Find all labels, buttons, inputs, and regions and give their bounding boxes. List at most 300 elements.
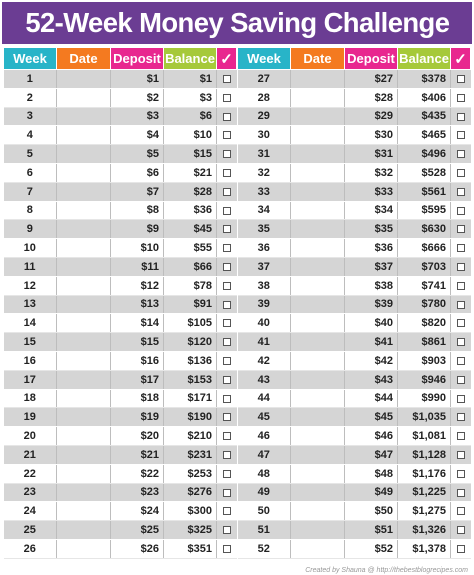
checkbox[interactable] <box>457 338 465 346</box>
date-cell[interactable] <box>291 145 345 164</box>
checkbox[interactable] <box>223 263 231 271</box>
week-cell: 52 <box>238 539 291 558</box>
check-cell <box>451 220 471 239</box>
deposit-cell: $27 <box>345 70 398 89</box>
week-cell: 43 <box>238 370 291 389</box>
credit-line: Created by Shauna @ http://thebestblogrecipes.com <box>305 567 468 574</box>
balance-cell: $136 <box>164 351 217 370</box>
date-cell[interactable] <box>57 445 111 464</box>
check-cell <box>451 257 471 276</box>
deposit-cell: $28 <box>345 88 398 107</box>
date-cell[interactable] <box>57 201 111 220</box>
date-cell[interactable] <box>291 70 345 89</box>
table-row <box>4 464 237 483</box>
check-cell <box>217 389 237 408</box>
table-row <box>4 163 237 182</box>
checkbox[interactable] <box>457 225 465 233</box>
week-cell: 33 <box>238 182 291 201</box>
table-row <box>4 539 237 558</box>
date-cell[interactable] <box>291 389 345 408</box>
table-row <box>238 257 471 276</box>
check-cell <box>217 107 237 126</box>
table-row <box>238 276 471 295</box>
check-cell <box>451 445 471 464</box>
checkbox[interactable] <box>457 413 465 421</box>
checkbox[interactable] <box>457 131 465 139</box>
check-cell <box>451 539 471 558</box>
check-cell <box>217 483 237 502</box>
balance-cell: $820 <box>398 314 451 333</box>
table-row <box>4 445 237 464</box>
table-row <box>238 88 471 107</box>
deposit-cell: $8 <box>111 201 164 220</box>
checkbox[interactable] <box>223 526 231 534</box>
checkbox[interactable] <box>223 395 231 403</box>
check-cell <box>451 88 471 107</box>
table-header-row <box>238 48 471 70</box>
table-row <box>238 295 471 314</box>
deposit-cell: $29 <box>345 107 398 126</box>
weeks-1-26-body <box>4 70 237 559</box>
table-row <box>238 220 471 239</box>
deposit-cell: $1 <box>111 70 164 89</box>
week-cell: 8 <box>4 201 57 220</box>
date-cell[interactable] <box>291 107 345 126</box>
deposit-cell: $21 <box>111 445 164 464</box>
table-row <box>4 107 237 126</box>
date-cell[interactable] <box>57 483 111 502</box>
checkbox[interactable] <box>223 131 231 139</box>
balance-cell: $903 <box>398 351 451 370</box>
table-row <box>238 145 471 164</box>
check-cell <box>217 351 237 370</box>
date-header: Date <box>57 48 111 70</box>
checkbox[interactable] <box>457 301 465 309</box>
balance-cell: $153 <box>164 370 217 389</box>
checkbox[interactable] <box>457 169 465 177</box>
table-row <box>4 502 237 521</box>
week-cell: 19 <box>4 408 57 427</box>
table-row <box>4 314 237 333</box>
weeks-1-26-table <box>3 47 237 559</box>
check-cell <box>451 351 471 370</box>
deposit-cell: $33 <box>345 182 398 201</box>
deposit-cell: $23 <box>111 483 164 502</box>
balance-cell: $595 <box>398 201 451 220</box>
checkbox[interactable] <box>223 319 231 327</box>
week-cell: 11 <box>4 257 57 276</box>
date-cell[interactable] <box>57 408 111 427</box>
checkbox[interactable] <box>457 489 465 497</box>
page-title: 52-Week Money Saving Challenge <box>24 7 450 38</box>
checkbox[interactable] <box>457 507 465 515</box>
check-cell <box>451 333 471 352</box>
week-cell: 16 <box>4 351 57 370</box>
balance-cell: $91 <box>164 295 217 314</box>
checkbox[interactable] <box>457 526 465 534</box>
balance-cell: $496 <box>398 145 451 164</box>
deposit-cell: $22 <box>111 464 164 483</box>
balance-cell: $210 <box>164 427 217 446</box>
checkbox[interactable] <box>223 207 231 215</box>
check-cell <box>217 464 237 483</box>
balance-cell: $1,081 <box>398 427 451 446</box>
deposit-cell: $44 <box>345 389 398 408</box>
deposit-cell: $47 <box>345 445 398 464</box>
balance-cell: $561 <box>398 182 451 201</box>
checkbox[interactable] <box>223 188 231 196</box>
week-cell: 14 <box>4 314 57 333</box>
checkbox[interactable] <box>457 282 465 290</box>
balance-cell: $6 <box>164 107 217 126</box>
check-cell <box>217 182 237 201</box>
week-cell: 5 <box>4 145 57 164</box>
balance-cell: $1,326 <box>398 521 451 540</box>
table-row <box>4 370 237 389</box>
check-cell <box>451 502 471 521</box>
balance-cell: $1,378 <box>398 539 451 558</box>
check-cell <box>217 314 237 333</box>
week-cell: 23 <box>4 483 57 502</box>
checkbox[interactable] <box>223 244 231 252</box>
checkbox[interactable] <box>457 94 465 102</box>
checkbox[interactable] <box>457 470 465 478</box>
balance-cell: $465 <box>398 126 451 145</box>
check-cell <box>217 257 237 276</box>
check-cell <box>217 70 237 89</box>
table-row <box>238 408 471 427</box>
balance-cell: $55 <box>164 239 217 258</box>
check-cell <box>217 539 237 558</box>
week-cell: 20 <box>4 427 57 446</box>
balance-cell: $300 <box>164 502 217 521</box>
date-cell[interactable] <box>291 351 345 370</box>
checkbox[interactable] <box>223 150 231 158</box>
week-cell: 18 <box>4 389 57 408</box>
balance-cell: $171 <box>164 389 217 408</box>
date-cell[interactable] <box>57 502 111 521</box>
week-cell: 3 <box>4 107 57 126</box>
date-cell[interactable] <box>57 314 111 333</box>
week-cell: 29 <box>238 107 291 126</box>
week-cell: 26 <box>4 539 57 558</box>
week-cell: 35 <box>238 220 291 239</box>
date-cell[interactable] <box>57 351 111 370</box>
week-cell: 27 <box>238 70 291 89</box>
date-cell[interactable] <box>57 539 111 558</box>
checkbox[interactable] <box>223 225 231 233</box>
checkbox[interactable] <box>223 432 231 440</box>
checkbox[interactable] <box>457 75 465 83</box>
date-cell[interactable] <box>57 427 111 446</box>
balance-cell: $15 <box>164 145 217 164</box>
checkbox[interactable] <box>223 376 231 384</box>
checkbox[interactable] <box>457 432 465 440</box>
deposit-cell: $10 <box>111 239 164 258</box>
balance-cell: $325 <box>164 521 217 540</box>
checkbox[interactable] <box>457 207 465 215</box>
deposit-cell: $17 <box>111 370 164 389</box>
checkbox[interactable] <box>457 395 465 403</box>
table-row <box>238 351 471 370</box>
balance-cell: $190 <box>164 408 217 427</box>
date-cell[interactable] <box>291 314 345 333</box>
date-cell[interactable] <box>57 220 111 239</box>
week-cell: 37 <box>238 257 291 276</box>
date-cell[interactable] <box>57 239 111 258</box>
deposit-cell: $48 <box>345 464 398 483</box>
week-cell: 22 <box>4 464 57 483</box>
date-cell[interactable] <box>291 88 345 107</box>
date-cell[interactable] <box>291 427 345 446</box>
date-cell[interactable] <box>291 182 345 201</box>
week-cell: 44 <box>238 389 291 408</box>
balance-cell: $66 <box>164 257 217 276</box>
week-cell: 36 <box>238 239 291 258</box>
balance-cell: $946 <box>398 370 451 389</box>
date-cell[interactable] <box>57 257 111 276</box>
date-cell[interactable] <box>291 483 345 502</box>
check-cell <box>217 201 237 220</box>
date-cell[interactable] <box>291 126 345 145</box>
date-header: Date <box>291 48 345 70</box>
check-cell <box>451 464 471 483</box>
date-cell[interactable] <box>291 239 345 258</box>
check-cell <box>217 295 237 314</box>
checkbox[interactable] <box>457 188 465 196</box>
table-row <box>238 201 471 220</box>
checkbox[interactable] <box>223 94 231 102</box>
checkbox[interactable] <box>457 150 465 158</box>
date-cell[interactable] <box>291 333 345 352</box>
deposit-cell: $45 <box>345 408 398 427</box>
check-cell <box>217 239 237 258</box>
balance-cell: $1,225 <box>398 483 451 502</box>
check-cell <box>451 295 471 314</box>
date-cell[interactable] <box>291 220 345 239</box>
table-row <box>4 276 237 295</box>
deposit-header: Deposit <box>111 48 164 70</box>
date-cell[interactable] <box>57 521 111 540</box>
table-row <box>4 126 237 145</box>
table-row <box>238 314 471 333</box>
deposit-cell: $46 <box>345 427 398 446</box>
week-cell: 13 <box>4 295 57 314</box>
checkbox[interactable] <box>457 451 465 459</box>
week-cell: 50 <box>238 502 291 521</box>
date-cell[interactable] <box>57 88 111 107</box>
week-cell: 1 <box>4 70 57 89</box>
date-cell[interactable] <box>291 257 345 276</box>
date-cell[interactable] <box>57 163 111 182</box>
table-row <box>4 427 237 446</box>
checkbox[interactable] <box>223 413 231 421</box>
week-cell: 51 <box>238 521 291 540</box>
tables-container <box>3 47 471 559</box>
check-cell <box>451 107 471 126</box>
table-row <box>238 333 471 352</box>
table-row <box>4 239 237 258</box>
check-cell <box>217 88 237 107</box>
checkbox[interactable] <box>457 113 465 121</box>
table-row <box>238 464 471 483</box>
week-cell: 9 <box>4 220 57 239</box>
balance-cell: $28 <box>164 182 217 201</box>
deposit-cell: $4 <box>111 126 164 145</box>
deposit-cell: $16 <box>111 351 164 370</box>
checkbox[interactable] <box>457 263 465 271</box>
balance-cell: $10 <box>164 126 217 145</box>
checkbox[interactable] <box>457 357 465 365</box>
balance-cell: $406 <box>398 88 451 107</box>
balance-cell: $861 <box>398 333 451 352</box>
check-cell <box>217 333 237 352</box>
date-cell[interactable] <box>57 145 111 164</box>
deposit-cell: $2 <box>111 88 164 107</box>
table-row <box>4 389 237 408</box>
date-cell[interactable] <box>57 70 111 89</box>
weeks-27-52-body <box>238 70 471 559</box>
check-cell <box>217 163 237 182</box>
checkbox[interactable] <box>223 75 231 83</box>
balance-cell: $1,275 <box>398 502 451 521</box>
check-cell <box>217 427 237 446</box>
checkbox[interactable] <box>223 451 231 459</box>
balance-cell: $528 <box>398 163 451 182</box>
table-row <box>238 126 471 145</box>
date-cell[interactable] <box>57 107 111 126</box>
date-cell[interactable] <box>291 464 345 483</box>
balance-cell: $630 <box>398 220 451 239</box>
week-cell: 42 <box>238 351 291 370</box>
week-cell: 34 <box>238 201 291 220</box>
date-cell[interactable] <box>291 276 345 295</box>
deposit-cell: $11 <box>111 257 164 276</box>
checkbox[interactable] <box>223 301 231 309</box>
date-cell[interactable] <box>57 276 111 295</box>
checkbox[interactable] <box>223 357 231 365</box>
table-row <box>4 220 237 239</box>
table-row <box>4 182 237 201</box>
week-cell: 24 <box>4 502 57 521</box>
weeks-27-52-table <box>237 47 471 559</box>
table-row <box>238 502 471 521</box>
checkbox[interactable] <box>223 545 231 553</box>
table-row <box>238 521 471 540</box>
deposit-cell: $52 <box>345 539 398 558</box>
balance-header: Balance <box>398 48 451 70</box>
deposit-cell: $36 <box>345 239 398 258</box>
balance-cell: $78 <box>164 276 217 295</box>
check-cell <box>451 276 471 295</box>
balance-cell: $36 <box>164 201 217 220</box>
check-cell <box>217 370 237 389</box>
week-cell: 15 <box>4 333 57 352</box>
deposit-cell: $6 <box>111 163 164 182</box>
balance-cell: $45 <box>164 220 217 239</box>
table-row <box>238 539 471 558</box>
date-cell[interactable] <box>291 408 345 427</box>
deposit-cell: $31 <box>345 145 398 164</box>
week-cell: 2 <box>4 88 57 107</box>
date-cell[interactable] <box>57 126 111 145</box>
checkbox[interactable] <box>223 169 231 177</box>
date-cell[interactable] <box>57 389 111 408</box>
date-cell[interactable] <box>57 182 111 201</box>
date-cell[interactable] <box>57 464 111 483</box>
check-cell <box>451 389 471 408</box>
week-cell: 6 <box>4 163 57 182</box>
date-cell[interactable] <box>291 539 345 558</box>
checkbox[interactable] <box>457 244 465 252</box>
checkbox[interactable] <box>223 507 231 515</box>
check-cell <box>451 70 471 89</box>
deposit-cell: $24 <box>111 502 164 521</box>
deposit-cell: $40 <box>345 314 398 333</box>
table-row <box>4 351 237 370</box>
balance-cell: $231 <box>164 445 217 464</box>
title-banner <box>2 2 472 44</box>
date-cell[interactable] <box>291 201 345 220</box>
date-cell[interactable] <box>291 163 345 182</box>
table-row <box>4 521 237 540</box>
date-cell[interactable] <box>57 295 111 314</box>
checkbox[interactable] <box>457 545 465 553</box>
deposit-cell: $3 <box>111 107 164 126</box>
checkbox[interactable] <box>457 376 465 384</box>
deposit-cell: $9 <box>111 220 164 239</box>
table-row <box>238 70 471 89</box>
date-cell[interactable] <box>57 333 111 352</box>
table-row <box>4 257 237 276</box>
checkbox[interactable] <box>223 489 231 497</box>
week-cell: 45 <box>238 408 291 427</box>
deposit-cell: $41 <box>345 333 398 352</box>
check-cell <box>451 370 471 389</box>
checkbox[interactable] <box>223 470 231 478</box>
deposit-cell: $38 <box>345 276 398 295</box>
date-cell[interactable] <box>291 295 345 314</box>
balance-cell: $378 <box>398 70 451 89</box>
check-cell <box>217 521 237 540</box>
checkbox[interactable] <box>223 113 231 121</box>
date-cell[interactable] <box>57 370 111 389</box>
date-cell[interactable] <box>291 521 345 540</box>
table-row <box>238 107 471 126</box>
table-row <box>238 182 471 201</box>
deposit-cell: $20 <box>111 427 164 446</box>
date-cell[interactable] <box>291 445 345 464</box>
week-cell: 30 <box>238 126 291 145</box>
check-cell <box>451 201 471 220</box>
week-cell: 25 <box>4 521 57 540</box>
week-header: Week <box>238 48 291 70</box>
deposit-cell: $51 <box>345 521 398 540</box>
table-row <box>4 145 237 164</box>
deposit-cell: $5 <box>111 145 164 164</box>
balance-cell: $1,176 <box>398 464 451 483</box>
date-cell[interactable] <box>291 502 345 521</box>
check-cell <box>451 408 471 427</box>
checkbox[interactable] <box>223 338 231 346</box>
deposit-cell: $39 <box>345 295 398 314</box>
checkbox[interactable] <box>457 319 465 327</box>
date-cell[interactable] <box>291 370 345 389</box>
table-header-row <box>4 48 237 70</box>
checkbox[interactable] <box>223 282 231 290</box>
week-cell: 7 <box>4 182 57 201</box>
deposit-cell: $18 <box>111 389 164 408</box>
